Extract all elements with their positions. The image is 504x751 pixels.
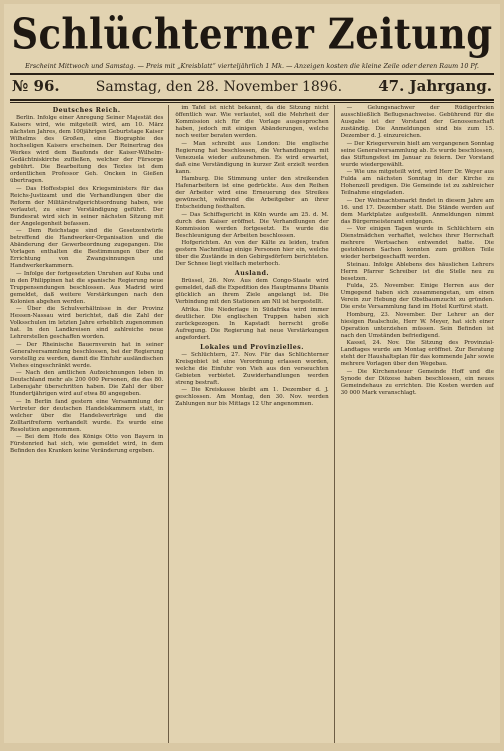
issue-bar (10, 75, 494, 97)
article-paragraph: Berlin. Infolge einer Anregung Seiner Majestät des Kaisers wird, wie mitgeteilt wird, am 10. März nächsten Jahres, dem 100jährigen Geburtstage Kaiser Wilhelms des Großen, eine Biographie des hochseligen Kaisers erscheinen. Der Reinertrag des Werkes wird dem Baufonds der Kaiser-Wilhelm-Gedächtniskirche zufließen, welcher der Fürsorge gebührt. Die Bearbeitung des Textes ist dem ordentlichen Professor Geh. Oncken in Gießen übertragen. (10, 115, 164, 184)
article-paragraph: — Über die Schulverhältnisse in der Provinz Hessen-Nassau wird berichtet, daß die Zahl der Volksschulen im letzten Jahre erheblich zugenommen hat. In den Landkreisen sind zahlreiche neue Lehrerstellen geschaffen worden. (10, 306, 164, 340)
issue-date: Samstag, den 28. November 1896. (95, 79, 343, 95)
issue-rule-bottom (10, 102, 494, 103)
column-3 (341, 105, 494, 743)
article-paragraph: — In Berlin fand gestern eine Versammlung der Vertreter der deutschen Handelskammern statt, in welcher über die Handelsverträge und die Zolltarifreform verhandelt wurde. Es wurde eine Resolution angenommen. (10, 398, 164, 433)
article-paragraph: Afrika. Die Niederlage in Südafrika wird immer deutlicher. Die englischen Truppen haben sich zurückgezogen. In Kapstadt herrscht große Aufregung. Die Regierung hat neue Verstärkungen angefordert. (175, 306, 329, 341)
article-paragraph: — Bei dem Hofe des Königs Otto von Bayern in Fürstenried hat sich, wie gemeldet wird, in dem Befinden des Kranken keine Veränderung ergeben. (10, 434, 164, 454)
article-paragraph: Kassel, 24. Nov. Die Sitzung des Provinzial-Landtages wurde am Montag eröffnet. Zur Beratung steht der Haushaltsplan für das kommende Jahr sowie mehrere Vorlagen über den Wegebau. (340, 340, 494, 367)
article-paragraph: — Infolge der fortgesetzten Unruhen auf Kuba und in den Philippinen hat die spanische Regierung neue Truppensendungen beschlossen. Aus Madrid wird gemeldet, daß weitere Verstärkungen nach den Kolonien abgehen werden. (10, 270, 164, 305)
masthead-subline: Erscheint Mittwoch und Samstag. — Preis mit „Kreisblatt“ vierteljährlich 1 Mk. — Anzeigen kosten die kleine Zeile oder deren Raum 10 Pf. (25, 62, 479, 70)
article-paragraph: Fulda, 25. November. Einige Herren aus der Umgegend haben sich zusammengetan, um einen Verein zur Hebung der Obstbaumzucht zu gründen. Die erste Versammlung fand im Hotel Kurfürst statt. (340, 283, 494, 310)
article-paragraph: — Die Kreiskasse bleibt am 1. Dezember d. J. geschlossen. Am Montag, den 30. Nov. werden Zahlungen nur bis Mittags 12 Uhr angenommen. (175, 387, 329, 407)
column-1 (10, 105, 169, 743)
newspaper-page (4, 4, 500, 743)
article-paragraph: — Der Rheinische Bauernverein hat in seiner Generalversammlung beschlossen, bei der Regierung vorstellig zu werden, damit die Einfuhr ausländischen Viehes eingeschränkt werde. (10, 341, 164, 369)
article-paragraph: Hamburg. Die Stimmung unter den streikenden Hafenarbeitern ist eine gedrückte. Aus den Reihen der Arbeiter wird eine Erneuerung des Streikes gewünscht, während die Arbeitgeber an ihrer Entscheidung festhalten. (175, 176, 329, 210)
issue-year: 47. Jahrgang. (378, 77, 492, 95)
section-heading: Lokales und Provinzielles. (200, 343, 304, 351)
article-paragraph: — Das Schiffsgericht in Köln wurde am 25. d. M. durch den Kaiser eröffnet. Die Verhandlungen der Kommission werden fortgesetzt. Es wurde die Beschleunigung der Arbeiten beschlossen. (175, 211, 329, 239)
article-paragraph: Homburg, 23. November. Der Lehrer an der hiesigen Realschule, Herr W. Meyer, hat sich einer Operation unterziehen müssen. Sein Befinden ist nach den Umständen befriedigend. (340, 311, 494, 339)
section-heading: Deutsches Reich. (52, 107, 121, 114)
article-paragraph: Brüssel, 26. Nov. Aus dem Congo-Staate wird gemeldet, daß die Expedition des Hauptmanns Dhanis glücklich an ihrem Ziele angelangt ist. Die Verbindung mit den Stationen am Nil ist hergestellt. (175, 278, 329, 305)
article-paragraph: — Das Hoffestspiel des Kriegsministers für das Reichs-Justizamt und die Verhandlungen über die Reform der Militärstrafgerichtsordnung haben, wie verlautet, zu einer Verständigung geführt. Der Bundesrat wird sich in seiner nächsten Sitzung mit der Angelegenheit befassen. (10, 185, 164, 227)
article-paragraph: — Schlüchtern, 27. Nov. Für das Schlüchterner Kreisgebiet ist eine Verordnung erlassen worden, welche die Einfuhr von Vieh aus den verseuchten Gebieten verbietet. Zuwiderhandlungen werden streng bestraft. (175, 351, 329, 386)
column-2 (175, 105, 334, 743)
article-paragraph: — Die Kirchensteuer Gemeinde Hoff und die Synode der Diözese haben beschlossen, ein neues Gemeindehaus zu errichten. Die Kosten werden auf 30 000 Mark veranschlagt. (340, 368, 494, 396)
article-paragraph: — Gelungsnachwer der Rüdigerfreien ausschließlich Beflugsnachweise. Gebührend für die Ausgabe ist der Vorstand der Genossenschaft zuständig. Die Anmeldungen sind bis zum 15. Dezember d. J. einzureichen. (340, 105, 494, 139)
article-paragraph: — Dem Reichstage sind die Gesetzentwürfe betreffend die Handwerker-Organisation und die Abänderung der Gewerbeordnung zugegangen. Die Vorlagen enthalten die Bestimmungen über die Errichtung von Zwangsinnungen und Handwerkerkammern. (10, 228, 164, 269)
article-paragraph: Steinau. Infolge Ablebens des häuslichen Lehrers Herrn Pfarrer Schreiber ist die Stelle neu zu besetzen. (340, 261, 494, 282)
article-paragraph: Hofgerichten. An von der Kälte zu leiden, trafen gestern Nachmittag einige Personen hier ein, welche über die Zustände in den Gebirgsdörfern berichteten. Der Schnee liegt vielfach meterhoch. (175, 240, 329, 267)
article-paragraph: — Der Weihnachtsmarkt findet in diesem Jahre am 16. und 17. Dezember statt. Die Stände werden auf dem Marktplatze aufgestellt. Anmeldungen nimmt das Bürgermeisteramt entgegen. (340, 197, 494, 225)
article-paragraph: — Der Kriegerverein hielt am vergangenen Sonntag seine Generalversammlung ab. Es wurde beschlossen, das Stiftungsfest im Januar zu feiern. Der Vorstand wurde wiedergewählt. (340, 140, 494, 168)
article-columns (10, 105, 494, 743)
article-paragraph: — Vor einigen Tagen wurde in Schlüchtern ein Dienstmädchen verhaftet, welches ihrer Herrschaft mehrere Wertsachen entwendet hatte. Die gestohlenen Sachen konnten zum größten Teile wieder herbeigeschafft werden. (340, 226, 494, 260)
issue-number: № 96. (12, 77, 60, 95)
issue-rule-top (10, 99, 494, 101)
article-paragraph: — Man schreibt aus London: Die englische Regierung hat beschlossen, die Verhandlungen mit Venezuela wieder aufzunehmen. Es wird erwartet, daß eine Verständigung in kurzer Zeit erzielt werden kann. (175, 140, 329, 175)
masthead-title: Schlüchterner Zeitung (11, 8, 493, 59)
article-paragraph: — Wie uns mitgeteilt wird, wird Herr Dr. Weyer aus Fulda am nächsten Sonntag in der Kirche zu Hohenzell predigen. Die Gemeinde ist zu zahlreicher Teilnahme eingeladen. (340, 169, 494, 196)
article-paragraph: im Tafel ist nicht bekannt, da die Sitzung nicht öffentlich war. Wie verlautet, soll die Mehrheit der Kommission sich für die Vorlage ausgesprochen haben, jedoch mit einigen Abänderungen, welche noch weiter beraten werden. (175, 105, 329, 139)
section-heading: Ausland. (234, 270, 270, 277)
article-paragraph: — Nach den amtlichen Aufzeichnungen leben in Deutschland mehr als 200 000 Personen, die das 80. Lebensjahr überschritten haben. Die Zahl der über Hundertjährigen wird auf etwa 80 angegeben. (10, 370, 164, 397)
